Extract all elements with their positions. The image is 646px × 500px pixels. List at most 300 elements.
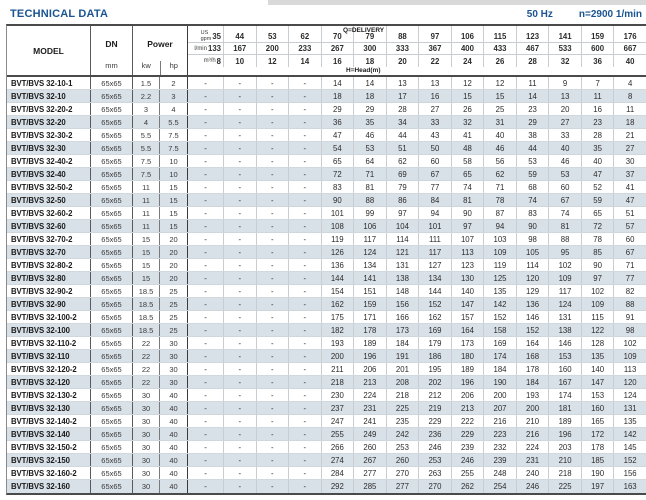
head-value-cell: 40: [483, 129, 516, 141]
head-value-cell: 189: [353, 337, 386, 349]
usgpm-unit-label: US gpm: [200, 30, 212, 42]
dn-unit-label: mm: [105, 61, 118, 70]
lmin-value-cell: 533: [548, 43, 581, 54]
head-value-cell: 200: [483, 389, 516, 401]
hp-cell: 25: [160, 324, 188, 336]
kw-cell: 15: [133, 259, 160, 271]
model-cell: BVT/BVS 32-40-2: [7, 155, 91, 167]
head-value-cell: 142: [613, 428, 646, 440]
table-row: [7, 441, 646, 454]
dn-cell: 65x65: [91, 350, 133, 362]
lmin-value-cell: 300: [353, 43, 386, 54]
head-value-cell: 14: [516, 90, 549, 102]
dn-label: DN: [105, 38, 118, 49]
model-cell: BVT/BVS 32-40: [7, 168, 91, 180]
head-value-cell: 74: [548, 207, 581, 219]
hp-cell: 5.5: [160, 116, 188, 128]
head-value-cell: 263: [418, 467, 451, 479]
head-value-cell: 54: [321, 142, 354, 154]
dn-cell: 65x65: [91, 103, 133, 115]
hp-cell: 40: [160, 428, 188, 440]
head-value-cell: 135: [613, 415, 646, 427]
head-value-cell: -: [288, 363, 321, 375]
model-cell: BVT/BVS 32-100: [7, 324, 91, 336]
head-values: [188, 220, 646, 232]
head-value-cell: 78: [483, 194, 516, 206]
head-value-cell: -: [256, 311, 289, 323]
head-value-cell: 262: [451, 480, 484, 493]
kw-cell: 18.5: [133, 298, 160, 310]
head-values: [188, 77, 646, 89]
head-value-cell: 102: [613, 337, 646, 349]
dn-cell: 65x65: [91, 116, 133, 128]
head-value-cell: -: [223, 194, 256, 206]
table-row: [7, 415, 646, 428]
head-value-cell: 157: [451, 311, 484, 323]
head-value-cell: 46: [548, 155, 581, 167]
head-value-cell: 94: [418, 207, 451, 219]
head-value-cell: 202: [418, 376, 451, 388]
head-value-cell: 52: [581, 181, 614, 193]
head-value-cell: -: [223, 129, 256, 141]
head-value-cell: -: [256, 116, 289, 128]
table-row: [7, 454, 646, 467]
head-value-cell: 97: [386, 207, 419, 219]
head-value-cell: 218: [548, 467, 581, 479]
head-value-cell: 195: [418, 363, 451, 375]
usgpm-first-value: 35: [212, 32, 221, 41]
head-value-cell: -: [204, 338, 207, 348]
head-value-cell: -: [204, 78, 207, 88]
hp-cell: 25: [160, 311, 188, 323]
head-value-cell: -: [204, 312, 207, 322]
head-value-cell: -: [256, 441, 289, 453]
head-value-cell: 140: [581, 363, 614, 375]
head-value-cell: 91: [613, 311, 646, 323]
head-value-cell: 246: [516, 480, 549, 493]
technical-data-table: [6, 24, 646, 495]
head-values: [188, 480, 646, 493]
head-values: [188, 324, 646, 336]
head-value-cell: 102: [548, 259, 581, 271]
column-header-model: MODEL: [7, 26, 91, 75]
dn-cell: 65x65: [91, 415, 133, 427]
head-value-cell: 196: [451, 376, 484, 388]
head-value-cell: 270: [386, 467, 419, 479]
head-value-cell: 13: [418, 77, 451, 89]
head-value-cell: 62: [386, 155, 419, 167]
head-value-cell: 25: [483, 103, 516, 115]
head-value-cell: 14: [321, 77, 354, 89]
head-values: [188, 441, 646, 453]
m3h-value-cell: 12: [256, 55, 289, 67]
head-value-cell: 117: [548, 285, 581, 297]
m3h-unit-cell: [188, 55, 223, 67]
head-value-cell: -: [204, 416, 207, 426]
head-value-cell: 117: [418, 246, 451, 258]
head-value-cell: 36: [321, 116, 354, 128]
head-value-cell: 179: [418, 337, 451, 349]
head-value-cell: 180: [451, 350, 484, 362]
head-value-cell: 222: [451, 415, 484, 427]
head-value-cell: -: [223, 168, 256, 180]
head-value-cell: 235: [386, 415, 419, 427]
head-value-cell: 203: [548, 441, 581, 453]
m3h-value-cell: 10: [223, 55, 256, 67]
head-value-cell: 189: [548, 415, 581, 427]
hp-cell: 30: [160, 350, 188, 362]
table-row: [7, 142, 646, 155]
hp-cell: 30: [160, 337, 188, 349]
model-cell: BVT/BVS 32-20-2: [7, 103, 91, 115]
head-value-cell: -: [223, 402, 256, 414]
kw-cell: 5.5: [133, 142, 160, 154]
head-value-cell: 14: [353, 77, 386, 89]
head-value-cell: 117: [353, 233, 386, 245]
head-value-cell: -: [288, 116, 321, 128]
usgpm-value-cell: 53: [256, 26, 289, 42]
head-value-cell: 186: [418, 350, 451, 362]
head-value-cell: 148: [386, 285, 419, 297]
head-value-cell: 94: [483, 220, 516, 232]
power-units: [133, 61, 187, 75]
head-value-cell: 127: [418, 259, 451, 271]
table-header: [7, 26, 646, 77]
head-value-cell: 181: [548, 402, 581, 414]
kw-cell: 15: [133, 246, 160, 258]
usgpm-value-cell: 176: [613, 26, 646, 42]
head-value-cell: 210: [548, 454, 581, 466]
head-value-cell: 175: [321, 311, 354, 323]
dn-cell: 65x65: [91, 207, 133, 219]
usgpm-unit-cell: [188, 26, 223, 42]
head-value-cell: 173: [451, 337, 484, 349]
kw-cell: 30: [133, 480, 160, 493]
head-value-cell: 144: [321, 272, 354, 284]
kw-cell: 18.5: [133, 311, 160, 323]
head-value-cell: -: [256, 103, 289, 115]
kw-cell: 30: [133, 441, 160, 453]
head-value-cell: 90: [321, 194, 354, 206]
head-units-label: H=Head(m): [346, 67, 381, 74]
head-value-cell: 242: [386, 428, 419, 440]
head-value-cell: 156: [386, 298, 419, 310]
table-row: [7, 311, 646, 324]
lmin-value-cell: 267: [321, 43, 354, 54]
hp-cell: 2: [160, 77, 188, 89]
head-value-cell: -: [223, 467, 256, 479]
head-value-cell: 277: [353, 467, 386, 479]
head-value-cell: 9: [548, 77, 581, 89]
dn-cell: 65x65: [91, 389, 133, 401]
hp-cell: 20: [160, 259, 188, 271]
hp-cell: 25: [160, 298, 188, 310]
head-value-cell: 17: [386, 90, 419, 102]
head-value-cell: 216: [483, 415, 516, 427]
kw-cell: 7.5: [133, 168, 160, 180]
head-value-cell: 184: [516, 376, 549, 388]
head-value-cell: -: [223, 337, 256, 349]
head-values: [188, 467, 646, 479]
head-value-cell: -: [204, 403, 207, 413]
head-value-cell: 51: [613, 207, 646, 219]
table-row: [7, 337, 646, 350]
head-value-cell: -: [223, 428, 256, 440]
head-value-cell: 15: [451, 90, 484, 102]
head-value-cell: 145: [613, 441, 646, 453]
head-value-cell: -: [288, 454, 321, 466]
kw-cell: 2.2: [133, 90, 160, 102]
head-value-cell: -: [288, 155, 321, 167]
head-value-cell: 88: [353, 194, 386, 206]
head-value-cell: 16: [418, 90, 451, 102]
hp-cell: 3: [160, 90, 188, 102]
head-value-cell: -: [256, 233, 289, 245]
head-value-cell: 182: [321, 324, 354, 336]
head-value-cell: -: [204, 247, 207, 257]
model-cell: BVT/BVS 32-30: [7, 142, 91, 154]
head-value-cell: 37: [613, 168, 646, 180]
model-cell: BVT/BVS 32-10: [7, 90, 91, 102]
kw-cell: 30: [133, 454, 160, 466]
head-value-cell: 53: [516, 155, 549, 167]
head-value-cell: 40: [548, 142, 581, 154]
head-value-cell: 152: [483, 311, 516, 323]
head-value-cell: 154: [321, 285, 354, 297]
head-value-cell: -: [223, 272, 256, 284]
model-cell: BVT/BVS 32-110-2: [7, 337, 91, 349]
head-value-cell: 81: [353, 181, 386, 193]
table-body: [7, 77, 646, 493]
head-value-cell: -: [256, 389, 289, 401]
head-value-cell: 88: [613, 298, 646, 310]
model-cell: BVT/BVS 32-60: [7, 220, 91, 232]
kw-cell: 11: [133, 207, 160, 219]
head-value-cell: 171: [353, 311, 386, 323]
head-value-cell: 138: [386, 272, 419, 284]
head-value-cell: -: [223, 298, 256, 310]
head-value-cell: -: [288, 90, 321, 102]
head-value-cell: -: [204, 221, 207, 231]
head-values: [188, 285, 646, 297]
head-value-cell: 98: [516, 233, 549, 245]
head-values: [188, 389, 646, 401]
dn-cell: 65x65: [91, 298, 133, 310]
head-values: [188, 402, 646, 414]
head-value-cell: 81: [451, 194, 484, 206]
head-value-cell: 162: [321, 298, 354, 310]
head-value-cell: 119: [321, 233, 354, 245]
head-value-cell: 106: [353, 220, 386, 232]
kw-cell: 11: [133, 181, 160, 193]
lmin-value-cell: 367: [418, 43, 451, 54]
head-value-cell: 53: [353, 142, 386, 154]
kw-cell: 22: [133, 376, 160, 388]
head-value-cell: 253: [418, 454, 451, 466]
head-value-cell: 151: [353, 285, 386, 297]
head-value-cell: -: [223, 480, 256, 493]
table-row: [7, 116, 646, 129]
head-value-cell: 162: [418, 311, 451, 323]
dn-cell: 65x65: [91, 428, 133, 440]
head-value-cell: -: [288, 428, 321, 440]
head-value-cell: -: [288, 246, 321, 258]
usgpm-value-cell: 88: [386, 26, 419, 42]
delivery-row-usgpm: [188, 26, 646, 43]
head-value-cell: 81: [548, 220, 581, 232]
head-value-cell: -: [256, 246, 289, 258]
head-value-cell: 64: [353, 155, 386, 167]
head-value-cell: 8: [613, 90, 646, 102]
head-value-cell: 67: [548, 194, 581, 206]
head-value-cell: 164: [516, 337, 549, 349]
head-value-cell: 130: [451, 272, 484, 284]
head-value-cell: 246: [418, 441, 451, 453]
head-value-cell: 113: [613, 363, 646, 375]
table-row: [7, 233, 646, 246]
head-value-cell: 88: [548, 233, 581, 245]
column-header-dn: [91, 26, 133, 75]
model-cell: BVT/BVS 32-20: [7, 116, 91, 128]
head-value-cell: 60: [418, 155, 451, 167]
hp-cell: 40: [160, 389, 188, 401]
delivery-row-m3h: [188, 55, 646, 67]
head-value-cell: 98: [613, 324, 646, 336]
head-value-cell: 44: [516, 142, 549, 154]
model-cell: BVT/BVS 32-70: [7, 246, 91, 258]
head-value-cell: 95: [548, 246, 581, 258]
head-value-cell: -: [256, 194, 289, 206]
head-value-cell: 206: [353, 363, 386, 375]
head-value-cell: 141: [353, 272, 386, 284]
head-value-cell: 29: [516, 116, 549, 128]
kw-cell: 18.5: [133, 324, 160, 336]
head-value-cell: -: [288, 337, 321, 349]
head-value-cell: 68: [516, 181, 549, 193]
lmin-first-value: 133: [207, 44, 221, 53]
head-values: [188, 194, 646, 206]
head-value-cell: 15: [483, 90, 516, 102]
head-value-cell: -: [288, 77, 321, 89]
head-value-cell: 32: [451, 116, 484, 128]
head-value-cell: -: [204, 91, 207, 101]
head-value-cell: 128: [581, 337, 614, 349]
table-row: [7, 90, 646, 103]
dn-cell: 65x65: [91, 285, 133, 297]
head-value-cell: -: [288, 285, 321, 297]
head-value-cell: 13: [548, 90, 581, 102]
head-value-cell: -: [223, 142, 256, 154]
head-value-cell: 225: [548, 480, 581, 493]
head-value-cell: -: [288, 168, 321, 180]
head-values: [188, 272, 646, 284]
head-value-cell: -: [204, 325, 207, 335]
dn-cell: 65x65: [91, 142, 133, 154]
column-header-power: [133, 26, 188, 75]
head-value-cell: -: [223, 324, 256, 336]
head-value-cell: -: [204, 468, 207, 478]
usgpm-value-cell: 123: [516, 26, 549, 42]
head-value-cell: 28: [581, 129, 614, 141]
head-value-cell: -: [256, 324, 289, 336]
head-value-cell: 260: [386, 454, 419, 466]
head-value-cell: 47: [321, 129, 354, 141]
head-value-cell: 62: [483, 168, 516, 180]
head-value-cell: 101: [418, 220, 451, 232]
table-row: [7, 402, 646, 415]
model-cell: BVT/BVS 32-120-2: [7, 363, 91, 375]
dn-cell: 65x65: [91, 454, 133, 466]
head-value-cell: 124: [613, 389, 646, 401]
head-value-cell: 84: [418, 194, 451, 206]
hp-cell: 40: [160, 467, 188, 479]
table-row: [7, 207, 646, 220]
head-value-cell: 232: [483, 441, 516, 453]
m3h-value-cell: 18: [353, 55, 386, 67]
head-value-cell: 172: [581, 428, 614, 440]
head-value-cell: 152: [516, 324, 549, 336]
head-value-cell: 140: [451, 285, 484, 297]
head-value-cell: 102: [581, 285, 614, 297]
head-value-cell: 254: [483, 480, 516, 493]
head-value-cell: 147: [451, 298, 484, 310]
head-value-cell: 7: [581, 77, 614, 89]
hp-cell: 15: [160, 220, 188, 232]
table-row: [7, 285, 646, 298]
dn-cell: 65x65: [91, 311, 133, 323]
m3h-value-cell: 20: [386, 55, 419, 67]
table-row: [7, 363, 646, 376]
head-value-cell: -: [288, 129, 321, 141]
kw-cell: 30: [133, 402, 160, 414]
head-value-cell: -: [256, 207, 289, 219]
head-value-cell: 207: [483, 402, 516, 414]
head-value-cell: 246: [451, 454, 484, 466]
kw-cell: 7.5: [133, 155, 160, 167]
head-value-cell: 266: [321, 441, 354, 453]
m3h-value-cell: 22: [418, 55, 451, 67]
head-value-cell: 178: [581, 441, 614, 453]
head-value-cell: 124: [548, 298, 581, 310]
head-value-cell: 120: [516, 272, 549, 284]
head-value-cell: 13: [386, 77, 419, 89]
head-value-cell: 218: [386, 389, 419, 401]
model-cell: BVT/BVS 32-70-2: [7, 233, 91, 245]
head-value-cell: 97: [581, 272, 614, 284]
head-value-cell: 164: [451, 324, 484, 336]
head-value-cell: 193: [516, 389, 549, 401]
head-value-cell: 146: [548, 337, 581, 349]
head-value-cell: 43: [418, 129, 451, 141]
speed-label: n=2900 1/min: [578, 8, 642, 20]
head-values: [188, 246, 646, 258]
head-value-cell: -: [288, 376, 321, 388]
head-value-cell: -: [223, 103, 256, 115]
head-value-cell: 115: [581, 311, 614, 323]
model-cell: BVT/BVS 32-120: [7, 376, 91, 388]
head-value-cell: 120: [613, 376, 646, 388]
table-row: [7, 259, 646, 272]
head-values: [188, 142, 646, 154]
head-value-cell: -: [288, 233, 321, 245]
kw-cell: 30: [133, 389, 160, 401]
head-value-cell: 224: [516, 441, 549, 453]
table-row: [7, 298, 646, 311]
usgpm-value-cell: 159: [581, 26, 614, 42]
head-value-cell: 284: [321, 467, 354, 479]
head-value-cell: 200: [321, 350, 354, 362]
head-value-cell: 21: [613, 129, 646, 141]
